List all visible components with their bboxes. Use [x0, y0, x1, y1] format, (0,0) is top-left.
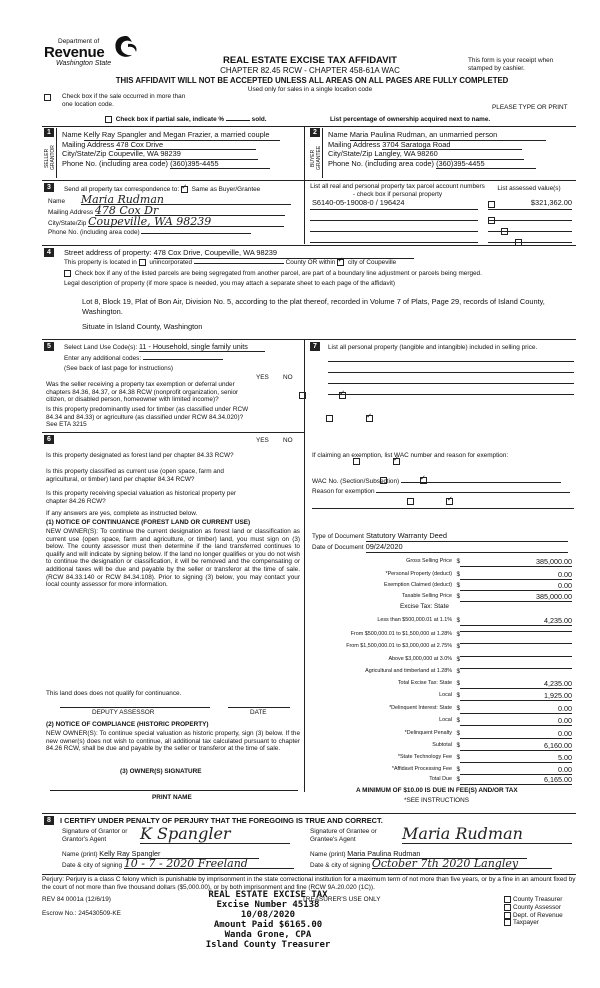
s6-if-yes: If any answers are yes, complete as instructed below.: [46, 510, 198, 517]
grantee-signature[interactable]: Maria Rudman: [402, 824, 572, 844]
calc-line-label: Subtotal: [432, 742, 452, 748]
located-label: This property is located in: [64, 259, 137, 267]
calc-line: [312, 582, 574, 591]
dollar-sign: $: [456, 705, 460, 712]
buyer-phone-field[interactable]: (360)395-4455: [436, 160, 536, 170]
calc-line-label: *Affidavit Processing Fee: [391, 766, 452, 772]
grantee-date-field[interactable]: October 7th 2020 Langley: [372, 860, 552, 869]
s3-city-label: City/State/Zip: [48, 220, 87, 227]
s5-no-head: NO: [283, 374, 293, 381]
calc-line-value[interactable]: 6,160.00: [460, 742, 572, 751]
calc-line: [312, 593, 574, 602]
form-warning: THIS AFFIDAVIT WILL NOT BE ACCEPTED UNLESS ALL AREAS ON ALL PAGES ARE FULLY COMPLETED: [115, 76, 509, 85]
notice2-text: NEW OWNER(S): To continue special valuation as historic property, sign (3) below. If the new owner(s) does not wish to continue, all additional tax calculated pursuant to chapter 84.26 RCW, shall be due and payable by the seller or transferor at the time of sale.: [46, 730, 300, 753]
seller-phone-label: Phone No. (including area code): [62, 158, 168, 168]
calc-line-value[interactable]: 6,165.00: [460, 776, 572, 785]
s3-phone-label: Phone No. (including area code): [48, 229, 140, 236]
assessed-value: $321,362.00: [530, 198, 572, 207]
buyer-city-label: City/State/Zip: [328, 149, 373, 159]
segregated-checkbox[interactable]: [64, 270, 71, 277]
unincorporated-checkbox[interactable]: [139, 259, 146, 266]
notice1-text: NEW OWNER(S): To continue the current designation as forest land or classification as current use (open space, farm and agriculture, or timber) land, you must sign on (3) below. The county assessor must then determine if the land transferred continues to qualify and will indicate by signing below. If the land no longer qualifies or you do not wish to continue the designation or classification, it will be removed and the compensating or additional taxes will be due and payable by the seller or transferor at the time of sale. (RCW 84.33.140 or RCW 84.34.108). Prior to signing (3) below, you may contact your local county assessor for more information.: [46, 528, 300, 589]
calc-line-label: Above $3,000,000 at 3.0%: [388, 656, 452, 662]
reason-label: Reason for exemption: [312, 488, 375, 495]
dollar-sign: $: [456, 656, 460, 663]
buyer-address-label: Mailing Address: [328, 139, 381, 149]
deputy-date-label: DATE: [250, 709, 267, 716]
calc-line: [312, 705, 574, 714]
calc-line-value[interactable]: 385,000.00: [460, 593, 572, 602]
copy-checkbox[interactable]: [504, 904, 511, 911]
copy-label: Dept. of Revenue: [513, 911, 563, 919]
buyer-name-label: Name: [328, 130, 348, 139]
form-title: REAL ESTATE EXCISE TAX AFFIDAVIT: [222, 55, 397, 66]
calc-line-label: Less than $500,000.01 at 1.1%: [377, 617, 452, 623]
section-3-num: 3: [44, 183, 54, 192]
grantor-name-field[interactable]: Kelly Ray Spangler: [99, 850, 259, 859]
grantor-name-label: Name (print): [62, 851, 98, 858]
calc-line-label: Taxable Selling Price: [401, 593, 452, 599]
calc-line-label: *Personal Property (deduct): [385, 571, 452, 577]
grantor-signature[interactable]: K Spangler: [140, 824, 290, 844]
s6-q3-no[interactable]: [446, 498, 453, 505]
calc-line-value[interactable]: 4,235.00: [460, 617, 572, 626]
calc-line-value[interactable]: 0.00: [460, 571, 572, 580]
buyer-name-field[interactable]: Maria Paulina Rudman, an unmarried person: [350, 131, 546, 141]
calc-line: [312, 558, 574, 567]
form-sub: Used only for sales in a single location code: [247, 86, 373, 93]
calc-line: [312, 643, 574, 652]
calc-line: [312, 754, 574, 763]
partial-sale-label: Check box if partial sale, indicate %: [115, 116, 225, 124]
s5-yes-head: YES: [256, 374, 269, 381]
doc-type-field[interactable]: Statutory Warranty Deed: [366, 532, 568, 542]
same-as-buyer-checkbox[interactable]: [181, 186, 188, 193]
s3-city-field[interactable]: Coupeville, WA 98239: [88, 218, 284, 227]
dollar-sign: $: [456, 617, 460, 624]
seller-phone-field[interactable]: (360)395-4455: [170, 160, 270, 170]
dor-logo-line1: Department of: [58, 38, 100, 45]
dollar-sign: $: [456, 582, 460, 589]
stamp-line: Excise Number 45138: [216, 900, 320, 910]
calc-line-label: Gross Selling Price: [406, 558, 452, 564]
calc-line: [312, 766, 574, 775]
seller-address-label: Mailing Address: [62, 139, 115, 149]
unincorporated-label: unincorporated: [149, 259, 193, 267]
parcel-row-1: [312, 199, 574, 208]
dor-swirl-icon: [112, 34, 140, 60]
form-chapter: CHAPTER 82.45 RCW - CHAPTER 458-61A WAC: [220, 66, 400, 75]
dollar-sign: $: [456, 631, 460, 638]
calc-line-value[interactable]: 0.00: [460, 705, 572, 714]
print-name-label: PRINT NAME: [152, 794, 192, 801]
calc-line-value[interactable]: [460, 668, 572, 669]
city-checkbox[interactable]: [337, 259, 344, 266]
partial-sale-pct[interactable]: [226, 120, 250, 121]
notice1-head: (1) NOTICE OF CONTINUANCE (FOREST LAND OR CURRENT USE): [46, 519, 251, 526]
copy-list: [504, 896, 563, 927]
grantor-date-row: [62, 857, 294, 870]
partial-sale-sold: sold.: [251, 116, 267, 124]
wac-row: [312, 478, 561, 486]
buyer-side-label: BUYER GRANTEE: [310, 145, 322, 171]
additional-codes-field[interactable]: [143, 359, 223, 360]
calc-line-value[interactable]: [460, 631, 572, 632]
s3-name-field[interactable]: Maria Rudman: [81, 196, 291, 205]
form-number: REV 84 0001a (12/6/19): [42, 896, 111, 903]
calc-line-value[interactable]: 0.00: [460, 582, 572, 591]
same-as-buyer-label: Same as Buyer/Grantee: [191, 186, 261, 194]
partial-sale-row: [105, 116, 267, 124]
additional-codes-label: Enter any additional codes:: [64, 355, 142, 362]
dollar-sign: $: [456, 766, 460, 773]
qualify-row: This land does does not qualify for continuance.: [46, 690, 182, 697]
calc-line-label: *State Technology Fee: [397, 754, 452, 760]
see-instructions: *SEE INSTRUCTIONS: [404, 797, 469, 804]
owner-sig-label: (3) OWNER(S) SIGNATURE: [120, 768, 202, 775]
s6-q1: Is this property designated as forest land per chapter 84.33 RCW?: [46, 452, 234, 459]
segregated-label: Check box if any of the listed parcels are being segregated from another parcel, are part of a boundary line adjustment or parcels being merged.: [74, 270, 482, 278]
street-label: Street address of property:: [64, 248, 152, 257]
calc-line: [312, 742, 574, 751]
buyer-block: [328, 131, 568, 169]
dor-logo: [44, 38, 144, 72]
calc-line: [312, 730, 574, 739]
s3-phone-field[interactable]: [141, 233, 251, 234]
dollar-sign: $: [456, 558, 460, 565]
type-or-print: PLEASE TYPE OR PRINT: [492, 104, 568, 111]
parcel-3-personal-checkbox[interactable]: [501, 228, 508, 235]
dollar-sign: $: [456, 593, 460, 600]
s5-q2-no[interactable]: [366, 415, 373, 422]
list-personal-label: List all personal property (tangible and intangible) included in selling price.: [328, 344, 538, 351]
section-1-num: 1: [44, 128, 54, 137]
seller-name-label: Name: [62, 130, 82, 139]
dollar-sign: $: [456, 717, 460, 724]
grantee-sig-label: Signature of Grantee or Grantee's Agent: [310, 828, 377, 843]
calc-line: [312, 571, 574, 580]
s6-yes-head: YES: [256, 437, 269, 444]
calc-line-value[interactable]: [460, 643, 572, 644]
grantee-name-label: Name (print): [310, 851, 346, 858]
additional-codes-row: [64, 355, 223, 363]
calc-line: [312, 680, 574, 689]
grantor-date-field[interactable]: 10 - 7 - 2020 Freeland: [124, 860, 294, 869]
s3-address-field[interactable]: 478 Cox Dr: [95, 207, 285, 216]
copy-checkbox[interactable]: [504, 919, 511, 926]
grantor-date-label: Date & city of signing: [62, 862, 123, 869]
escrow-number: Escrow No.: 245430509-KE: [42, 910, 121, 917]
s5-q1-yes[interactable]: [299, 392, 306, 399]
calc-line: [312, 692, 574, 701]
segregated-row: [64, 270, 482, 278]
seller-side-label: SELLER GRANTOR: [44, 145, 56, 171]
claim-exemption-label: If claiming an exemption, list WAC number and reason for exemption:: [312, 452, 509, 459]
calc-line-label: Total Due: [429, 776, 452, 782]
s6-q3: Is this property receiving special valuation as historical property per chapter 84.26 RCW?: [46, 490, 237, 505]
s6-no-head: NO: [283, 437, 293, 444]
treasurer-stamp: [178, 890, 358, 950]
copy-checkbox[interactable]: [504, 896, 511, 903]
s5-q1: Was the seller receiving a property tax exemption or deferral under chapters 84.36, 84.37, or 84.38 RCW (nonprofit organization, senior citizen, or disabled person, homeowner with limited income)?: [46, 381, 239, 404]
doc-date-row: [312, 543, 568, 553]
s5-q2: Is this property predominantly used for timber (as classified under RCW 84.34 and 84.33) or agriculture (as classified under RCW 84.34.020)? See ETA 3215: [46, 406, 249, 429]
dollar-sign: $: [456, 680, 460, 687]
dor-logo-line3: Washington State: [56, 60, 112, 67]
doc-type-row: [312, 532, 568, 542]
deputy-assessor-label: DEPUTY ASSESSOR: [92, 709, 155, 716]
doc-date-label: Date of Document: [312, 544, 364, 551]
certify-statement: I CERTIFY UNDER PENALTY OF PERJURY THAT THE FOREGOING IS TRUE AND CORRECT.: [60, 816, 383, 825]
seller-address-field[interactable]: 478 Cox Drive: [116, 141, 256, 151]
s3-address-label: Mailing Address: [48, 209, 94, 216]
treasurer-use: TREASURER'S USE ONLY: [302, 896, 381, 903]
section-4-num: 4: [44, 248, 54, 257]
grantee-name-field[interactable]: Maria Paulina Rudman: [347, 850, 527, 859]
section-6-num: 6: [44, 435, 54, 444]
situate: Situate in Island County, Washington: [82, 322, 203, 331]
seller-block: [62, 131, 302, 169]
parcel-1-personal-checkbox[interactable]: [488, 201, 495, 208]
calc-line-value[interactable]: 1,925.00: [460, 692, 572, 701]
city-of-label: city of Coupeville: [347, 259, 397, 267]
dollar-sign: $: [456, 754, 460, 761]
section-5-num: 5: [44, 342, 54, 351]
reason-row: [312, 488, 570, 496]
copy-label: County Assessor: [513, 903, 561, 911]
calc-line-label: Local: [439, 692, 452, 698]
doc-date-field[interactable]: 09/24/2020: [366, 543, 568, 553]
dollar-sign: $: [456, 776, 460, 783]
calc-line-label: Exemption Claimed (deduct): [383, 582, 452, 588]
calc-line: [312, 668, 574, 677]
calc-line-value[interactable]: 0.00: [460, 717, 572, 726]
grantee-date-row: [310, 857, 552, 870]
calc-line-label: Agricultural and timberland at 1.28%: [365, 668, 452, 674]
calc-line-value[interactable]: 5.00: [460, 754, 572, 763]
buyer-phone-label: Phone No. (including area code): [328, 158, 434, 168]
stamp-line: 10/08/2020: [240, 910, 296, 920]
parcel-head: List all real and personal property tax parcel account numbers - check box if personal property: [310, 183, 485, 198]
legal-description: Lot 8, Block 19, Plat of Bon Air, Division No. 5, according to the plat thereof, recorded in Volume 7 of Plats, Page 29, records of Island County, Washington.: [82, 297, 545, 316]
buyer-address-field[interactable]: 3704 Saratoga Road: [382, 141, 522, 151]
list-pct-note: List percentage of ownership acquired next to name.: [330, 116, 491, 123]
land-use-row: [64, 343, 265, 352]
wac-field[interactable]: [401, 482, 561, 483]
street-row: [64, 249, 414, 259]
multi-location-checkbox[interactable]: [44, 94, 51, 101]
calc-line: [312, 776, 574, 785]
calc-line-value[interactable]: [460, 656, 572, 657]
s3-name-label: Name: [48, 198, 66, 205]
land-use-label: Select Land Use Code(s):: [64, 344, 138, 351]
section-2-num: 2: [310, 128, 320, 137]
receipt-note: This form is your receipt when stamped by cashier.: [468, 57, 554, 72]
dollar-sign: $: [456, 730, 460, 737]
stamp-line: Amount Paid $6165.00: [213, 920, 323, 930]
notice2-head: (2) NOTICE OF COMPLIANCE (HISTORIC PROPERTY): [46, 721, 209, 728]
calc-line-label: From $1,500,000.01 to $3,000,000 at 2.75%: [346, 643, 452, 649]
doc-type-label: Type of Document: [312, 533, 364, 540]
dollar-sign: $: [456, 668, 460, 675]
section-7-num: 7: [310, 342, 320, 351]
see-back: (See back of last page for instructions): [64, 365, 174, 372]
perjury-text: Perjury: Perjury is a class C felony which is punishable by imprisonment in the state correctional institution for a maximum term of not more than five years, or by a fine in an amount fixed by the court of not more than five thousand dollars ($5,000.00), or by both imprisonment and fine (RCW 9A.20.020 (1C)).: [42, 876, 576, 891]
buyer-city-field[interactable]: Langley, WA 98260: [374, 150, 524, 160]
assessed-head: List assessed value(s): [497, 185, 561, 192]
calc-line-label: *Delinquent Penalty: [404, 730, 452, 736]
multi-location-row: [44, 93, 194, 108]
street-field[interactable]: 478 Cox Drive, Coupeville, WA 98239: [154, 249, 414, 259]
dor-logo-line2: Revenue: [44, 44, 105, 61]
dollar-sign: $: [456, 692, 460, 699]
min-due: A MINIMUM OF $10.00 IS DUE IN FEE(S) AND/OR TAX: [356, 787, 518, 794]
parcel-2-personal-checkbox[interactable]: [488, 217, 495, 224]
grantor-sig-label: Signature of Grantor or Grantor's Agent: [62, 828, 128, 843]
seller-city-label: City/State/Zip: [62, 149, 107, 159]
calc-line-label: *Delinquent Interest: State: [389, 705, 452, 711]
s5-q2-yes[interactable]: [326, 415, 333, 422]
section-8-num: 8: [44, 816, 54, 825]
dollar-sign: $: [456, 742, 460, 749]
grantee-date-label: Date & city of signing: [310, 862, 371, 869]
calc-line-label: Local: [439, 717, 452, 723]
calc-line: [312, 656, 574, 665]
copy-label: Taxpayer: [513, 919, 539, 927]
county-or-label: County OR within: [285, 259, 336, 267]
stamp-line: Wanda Grone, CPA: [224, 930, 312, 940]
calc-line: [312, 617, 574, 626]
excise-state-label: Excise Tax: State: [400, 603, 449, 610]
dollar-sign: $: [456, 643, 460, 650]
seller-city-field[interactable]: Coupeville, WA 98239: [108, 150, 258, 160]
calc-line-label: From $500,000.01 to $1,500,000 at 1.28%: [350, 631, 452, 637]
located-row: [64, 259, 396, 267]
copy-label: County Treasurer: [513, 896, 563, 904]
multi-location-label: Check box if the sale occurred in more than one location code.: [62, 93, 186, 108]
calc-line-value[interactable]: 0.00: [460, 730, 572, 739]
partial-sale-checkbox[interactable]: [105, 116, 112, 123]
parcel-number: S6140-05-19008-0 / 196424: [312, 198, 405, 207]
land-use-field[interactable]: 11 - Household, single family units: [139, 343, 265, 352]
calc-line: [312, 631, 574, 640]
s3-fields: [48, 193, 298, 240]
stamp-line: REAL ESTATE EXCISE TAX: [208, 890, 328, 900]
dollar-sign: $: [456, 571, 460, 578]
calc-line-value[interactable]: 385,000.00: [460, 558, 572, 567]
calc-line-value[interactable]: 4,235.00: [460, 680, 572, 689]
wac-label: WAC No. (Section/Subsection): [312, 478, 400, 485]
legal-label: Legal description of property (if more space is needed, you may attach a separate sheet to each page of the affidavit): [64, 280, 395, 287]
copy-checkbox[interactable]: [504, 912, 511, 919]
calc-line-label: Total Excise Tax: State: [397, 680, 452, 686]
send-tax-label: Send all property tax correspondence to:: [64, 186, 180, 194]
calc-line: [312, 717, 574, 726]
reason-field[interactable]: [376, 492, 570, 493]
stamp-line: Island County Treasurer: [205, 940, 331, 950]
s6-q2: Is this property classified as current use (open space, farm and agricultural, or timber) land per chapter 84.34 RCW?: [46, 468, 224, 483]
seller-name-field[interactable]: Kelly Ray Spangler and Megan Frazier, a married couple: [84, 131, 280, 141]
calc-line-value[interactable]: 0.00: [460, 766, 572, 775]
s6-q3-yes[interactable]: [407, 498, 414, 505]
